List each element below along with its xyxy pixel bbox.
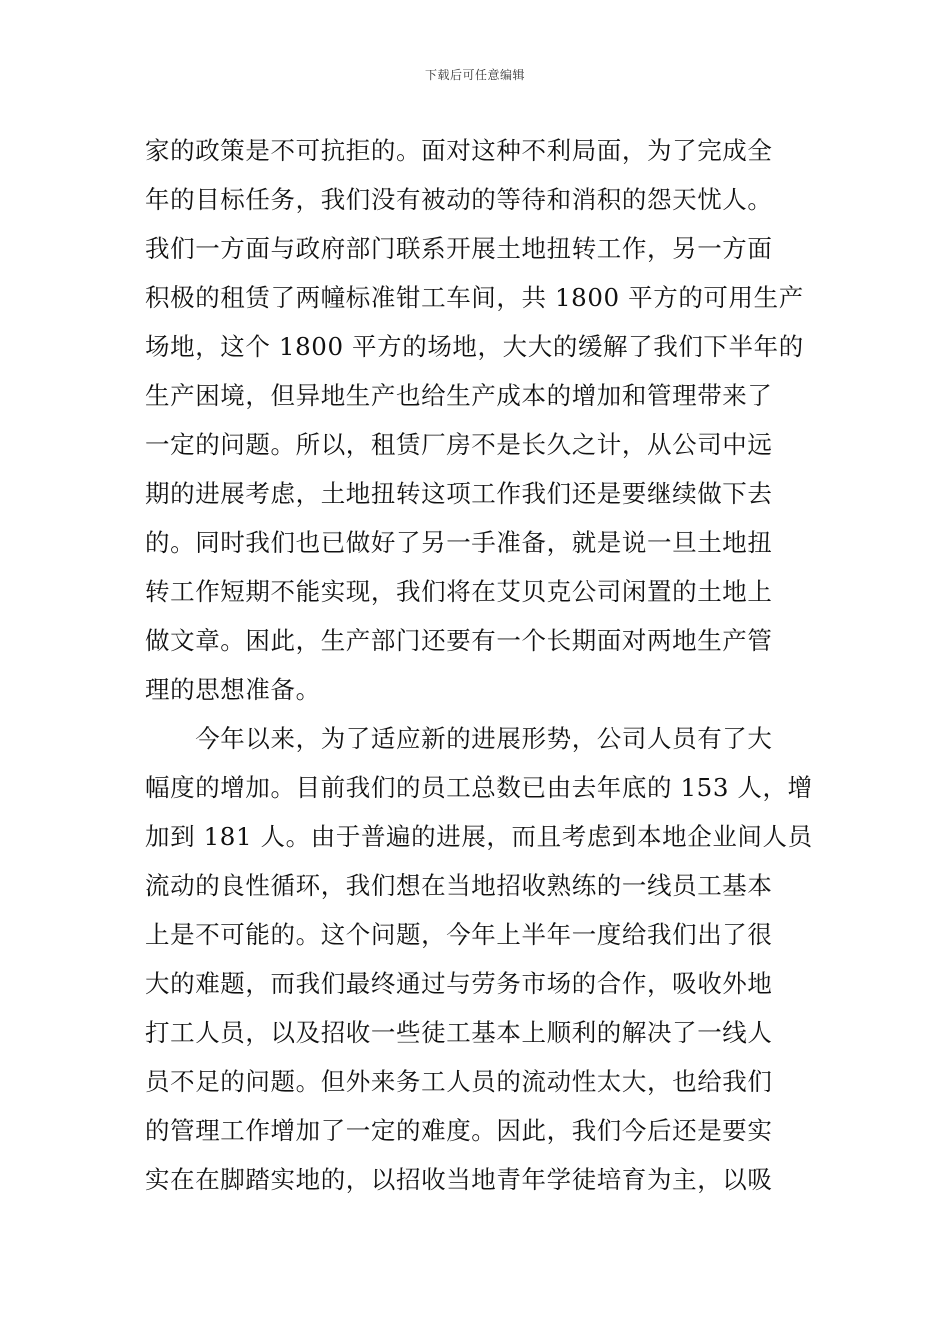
- text-line: 积极的租赁了两幢标准钳工车间，共 1800 平方的可用生产: [145, 283, 804, 312]
- text-line: 加到 181 人。由于普遍的进展，而且考虑到本地企业间人员: [145, 822, 813, 851]
- text-line: 幅度的增加。目前我们的员工总数已由去年底的 153 人，增: [145, 773, 813, 802]
- text-line: 实在在脚踏实地的，以招收当地青年学徒培育为主，以吸: [145, 1165, 773, 1194]
- text-line: 上是不可能的。这个问题，今年上半年一度给我们出了很: [145, 920, 773, 949]
- text-line: 年的目标任务，我们没有被动的等待和消积的怨天忧人。: [145, 185, 773, 214]
- text-line: 我们一方面与政府部门联系开展土地扭转工作，另一方面: [145, 234, 773, 263]
- paragraph-1: [145, 126, 809, 714]
- text-line: 生产困境，但异地生产也给生产成本的增加和管理带来了: [145, 381, 773, 410]
- text-line: 的。同时我们也已做好了另一手准备，就是说一旦土地扭: [145, 528, 773, 557]
- text-line: 期的进展考虑，土地扭转这项工作我们还是要继续做下去: [145, 479, 773, 508]
- document-body: [145, 126, 813, 1204]
- text-line: 做文章。困此，生产部门还要有一个长期面对两地生产管: [145, 626, 773, 655]
- text-line: 理的思想准备。: [145, 675, 321, 704]
- text-line: 一定的问题。所以，租赁厂房不是长久之计，从公司中远: [145, 430, 773, 459]
- text-line: 大的难题，而我们最终通过与劳务市场的合作，吸收外地: [145, 969, 773, 998]
- page-header: 下载后可任意编辑: [424, 68, 525, 82]
- text-line: 场地，这个 1800 平方的场地，大大的缓解了我们下半年的: [145, 332, 804, 361]
- text-line: 员不足的问题。但外来务工人员的流动性太大，也给我们: [145, 1067, 773, 1096]
- text-line: 家的政策是不可抗拒的。面对这种不利局面，为了完成全: [145, 136, 773, 165]
- text-line: 打工人员，以及招收一些徒工基本上顺利的解决了一线人: [145, 1018, 773, 1047]
- paragraph-2: [145, 714, 813, 1204]
- text-line: 的管理工作增加了一定的难度。因此，我们今后还是要实: [145, 1116, 773, 1145]
- text-line: 今年以来，为了适应新的进展形势，公司人员有了大: [145, 724, 773, 753]
- text-line: 流动的良性循环，我们想在当地招收熟练的一线员工基本: [145, 871, 773, 900]
- text-line: 转工作短期不能实现，我们将在艾贝克公司闲置的土地上: [145, 577, 773, 606]
